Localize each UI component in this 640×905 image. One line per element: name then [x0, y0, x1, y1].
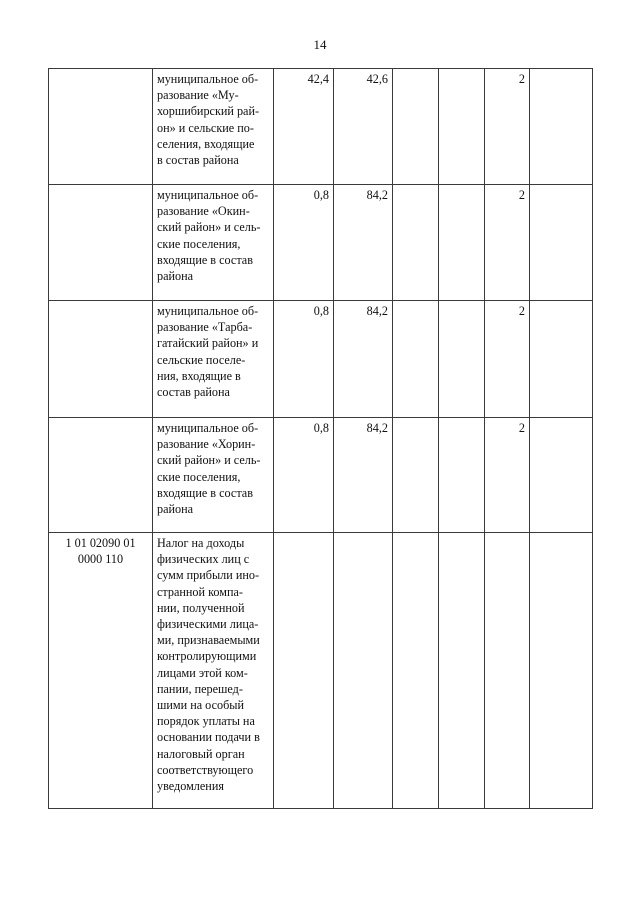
- table-row: [49, 533, 593, 809]
- revenue-distribution-table: [48, 68, 593, 809]
- value-cell-2: 84,2: [334, 418, 393, 533]
- classification-code-cell: [49, 69, 153, 185]
- value-cell-6: [530, 185, 593, 301]
- value-cell-3: [393, 533, 439, 809]
- value-cell-2: [334, 533, 393, 809]
- value-cell-6: [530, 533, 593, 809]
- value-cell-2: 42,6: [334, 69, 393, 185]
- value-cell-4: [439, 69, 485, 185]
- classification-code-cell: [49, 301, 153, 418]
- value-cell-4: [439, 418, 485, 533]
- value-cell-1: 42,4: [274, 69, 334, 185]
- value-cell-6: [530, 69, 593, 185]
- value-cell-1: 0,8: [274, 185, 334, 301]
- table-row: [49, 185, 593, 301]
- value-cell-3: [393, 185, 439, 301]
- value-cell-5: 2: [485, 185, 530, 301]
- revenue-name-cell: муниципальное об- разование «Му- хоршибирский рай- он» и сельские по- селения, входящие в состав района: [153, 69, 274, 185]
- value-cell-1: 0,8: [274, 418, 334, 533]
- value-cell-3: [393, 301, 439, 418]
- value-cell-2: 84,2: [334, 185, 393, 301]
- value-cell-4: [439, 185, 485, 301]
- revenue-name-cell: муниципальное об- разование «Тарба- гатайский район» и сельские поселе- ния, входящие в состав района: [153, 301, 274, 418]
- table-row: [49, 418, 593, 533]
- revenue-name-cell: Налог на доходы физических лиц с сумм прибыли ино- странной компа- нии, полученной физическими лица- ми, признаваемыми контролирующими лицами этой ком- пании, перешед- шими на особый порядок уплаты на основании подачи в налоговый орган соответствующего уведомления: [153, 533, 274, 809]
- value-cell-5: 2: [485, 69, 530, 185]
- revenue-name-cell: муниципальное об- разование «Хорин- ский район» и сель- ские поселения, входящие в состав района: [153, 418, 274, 533]
- table-row: [49, 301, 593, 418]
- value-cell-5: [485, 533, 530, 809]
- table-row: [49, 69, 593, 185]
- value-cell-1: [274, 533, 334, 809]
- revenue-name-cell: муниципальное об- разование «Окин- ский район» и сель- ские поселения, входящие в состав района: [153, 185, 274, 301]
- classification-code-cell: 1 01 02090 01 0000 110: [49, 533, 153, 809]
- value-cell-6: [530, 418, 593, 533]
- value-cell-4: [439, 301, 485, 418]
- value-cell-4: [439, 533, 485, 809]
- page-number: 14: [313, 37, 327, 52]
- value-cell-6: [530, 301, 593, 418]
- value-cell-2: 84,2: [334, 301, 393, 418]
- classification-code-cell: [49, 185, 153, 301]
- value-cell-3: [393, 418, 439, 533]
- value-cell-5: 2: [485, 418, 530, 533]
- value-cell-3: [393, 69, 439, 185]
- value-cell-5: 2: [485, 301, 530, 418]
- classification-code-cell: [49, 418, 153, 533]
- value-cell-1: 0,8: [274, 301, 334, 418]
